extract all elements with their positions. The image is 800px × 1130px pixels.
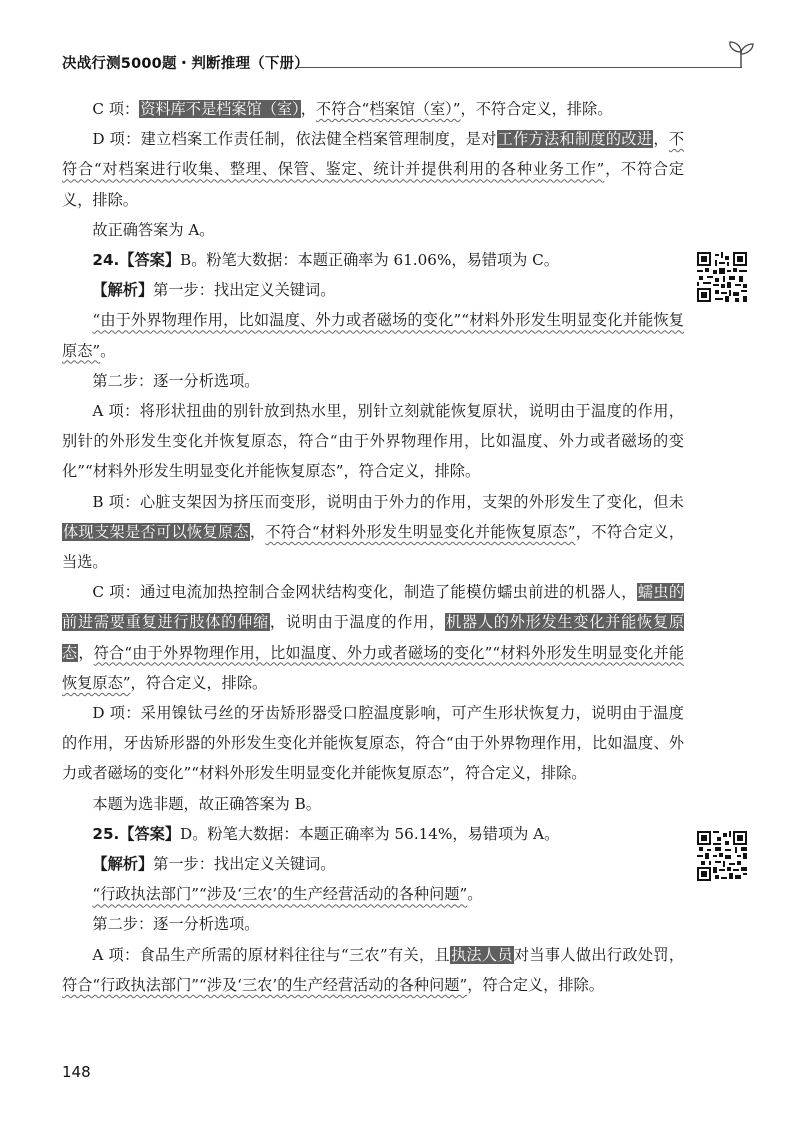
header-title: 决战行测5000题・判断推理（下册） [62, 56, 309, 72]
wavy-underline: “行政执法部门”“涉及‘三农’的生产经营活动的各种问题” [92, 885, 468, 904]
highlight: 体现支架是否可以恢复原态 [63, 522, 249, 541]
analysis-label: 【解析】 [92, 855, 154, 874]
analysis-24-step1: 【解析】第一步：找出定义关键词。 [92, 281, 336, 300]
wavy-underline: 不符合“对档案进行收集、整理、保管、鉴定、统计并提供利用的各种业务工作” [62, 130, 685, 179]
analysis-label: 【解析】 [92, 281, 154, 300]
paragraph-option-d: D 项：建立档案工作责任制，依法健全档案管理制度，是对工作方法和制度的改进，不符合“对档案进行收集、整理、保管、鉴定、统计并提供利用的各种业务工作”，不符合定义，排除。 [62, 130, 685, 209]
page-header [62, 50, 752, 86]
paragraph-conclusion-23: 故正确答案为 A。 [92, 220, 215, 239]
highlight: 工作方法和制度的改进 [497, 130, 653, 149]
sprout-icon [724, 40, 758, 70]
answer-label: 24.【答案】 [92, 251, 181, 270]
highlight: 资料库不是档案馆（室） [140, 100, 300, 118]
wavy-underline: 不符合“材料外形发生明显变化并能恢复原态” [265, 522, 576, 541]
answer-25: 25.【答案】D。粉笔大数据：本题正确率为 56.14%，易错项为 A。 [92, 824, 560, 843]
qr-code-icon [697, 252, 747, 302]
wavy-underline: 不符合“档案馆（室）” [315, 100, 461, 118]
option-b-24: B 项：心脏支架因为挤压而变形，说明由于外力的作用，支架的外形发生了变化，但未体现支架是否可以恢复原态，不符合“材料外形发生明显变化并能恢复原态”，不符合定义，当选。 [62, 492, 685, 572]
wavy-underline: 符合“由于外界物理作用，比如温度、外力或者磁场的变化”“材料外形发生明显变化并能恢复原态” [62, 643, 685, 692]
paragraph-option-c: C 项：资料库不是档案馆（室），不符合“档案馆（室）”，不符合定义，排除。 [92, 100, 613, 118]
document-body [62, 94, 684, 1000]
option-a-24: A 项：将形状扭曲的别针放到热水里，别针立刻就能恢复原状，说明由于温度的作用，别针的外形发生变化并恢复原态，符合“由于外界物理作用，比如温度、外力或者磁场的变化”“材料外形发生明显变化并能恢复原态”，符合定义，排除。 [62, 402, 684, 481]
option-c-24: C 项：通过电流加热控制合金网状结构变化，制造了能模仿蠕虫前进的机器人，蠕虫的前进需要重复进行肢体的伸缩，说明由于温度的作用，机器人的外形发生变化并能恢复原态，符合“由于外界物理作用，比如温度、外力或者磁场的变化”“材料外形发生明显变化并能恢复原态”，符合定义，排除。 [62, 583, 685, 692]
wavy-underline: “由于外界物理作用，比如温度、外力或者磁场的变化”“材料外形发生明显变化并能恢复原态” [62, 311, 684, 360]
highlight: 机器人的外形发生变化并能恢复原态 [62, 613, 685, 662]
answer-24: 24.【答案】B。粉笔大数据：本题正确率为 61.06%，易错项为 C。 [92, 251, 559, 270]
highlight: 蠕虫的前进需要重复进行肢体的伸缩 [62, 583, 685, 632]
analysis-25-step1: 【解析】第一步：找出定义关键词。 [92, 855, 336, 874]
highlight: 执法人员 [450, 945, 513, 964]
header-rule [297, 67, 742, 68]
definition-keywords-24: “由于外界物理作用，比如温度、外力或者磁场的变化”“材料外形发生明显变化并能恢复原态”。 [62, 311, 684, 360]
definition-keywords-25: “行政执法部门”“涉及‘三农’的生产经营活动的各种问题”。 [92, 885, 483, 904]
analysis-25-step2: 第二步：逐一分析选项。 [92, 915, 260, 934]
option-a-25: A 项：食品生产所需的原材料往往与“三农”有关，且执法人员对当事人做出行政处罚，符合“行政执法部门”“涉及‘三农’的生产经营活动的各种问题”，符合定义，排除。 [62, 945, 685, 994]
qr-code-icon [697, 831, 747, 881]
analysis-24-step2: 第二步：逐一分析选项。 [92, 371, 260, 390]
answer-label: 25.【答案】 [92, 824, 181, 843]
page-number: 148 [62, 1063, 91, 1081]
paragraph-conclusion-24: 本题为选非题，故正确答案为 B。 [92, 794, 322, 813]
wavy-underline: 符合“行政执法部门”“涉及‘三农’的生产经营活动的各种问题” [62, 975, 468, 994]
option-d-24: D 项：采用镍钛弓丝的牙齿矫形器受口腔温度影响，可产生形状恢复力，说明由于温度的作用，牙齿矫形器的外形发生变化并能恢复原态，符合“由于外界物理作用，比如温度、外力或者磁场的变化”“材料外形发生明显变化并能恢复原态”，符合定义，排除。 [62, 704, 684, 783]
